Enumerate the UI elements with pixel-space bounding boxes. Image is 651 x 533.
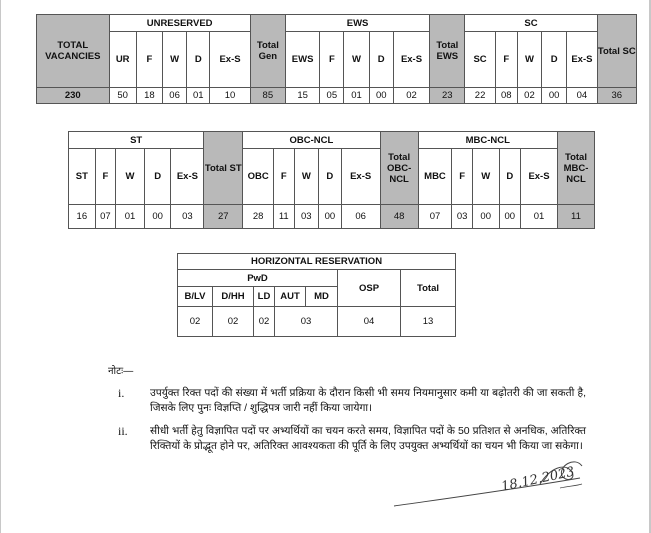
ld-value: 02 [254, 307, 275, 337]
ur-w-subheader: W [163, 32, 187, 88]
obc-f-value: 11 [274, 205, 295, 229]
obc-value: 28 [243, 205, 274, 229]
obc-w-value: 03 [294, 205, 319, 229]
total-gen-header: Total Gen [250, 15, 285, 88]
ur-subheader: UR [109, 32, 136, 88]
note-number: i. [118, 386, 125, 400]
mbc-d-value: 00 [499, 205, 521, 229]
ews-value: 15 [285, 88, 319, 104]
st-exs-value: 03 [171, 205, 204, 229]
total-header: Total [401, 270, 456, 307]
dhh-value: 02 [213, 307, 254, 337]
sc-w-subheader: W [517, 32, 541, 88]
ews-subheader: EWS [285, 32, 319, 88]
total-sc-value: 36 [597, 88, 636, 104]
st-w-subheader: W [116, 149, 145, 205]
unreserved-header: UNRESERVED [109, 15, 250, 32]
aut-subheader: AUT [275, 287, 306, 307]
ews-exs-value: 02 [393, 88, 429, 104]
obc-subheader: OBC [243, 149, 274, 205]
sc-w-value: 02 [517, 88, 541, 104]
obc-exs-value: 06 [341, 205, 380, 229]
mbc-exs-subheader: Ex-S [521, 149, 558, 205]
mbc-w-subheader: W [472, 149, 499, 205]
obc-ncl-header: OBC-NCL [243, 132, 380, 149]
st-header: ST [69, 132, 204, 149]
sc-d-subheader: D [542, 32, 567, 88]
mbc-ncl-header: MBC-NCL [418, 132, 557, 149]
ur-w-value: 06 [163, 88, 187, 104]
ews-w-subheader: W [344, 32, 369, 88]
signature-date: 18.12.2023 [500, 464, 576, 495]
st-exs-subheader: Ex-S [171, 149, 204, 205]
ews-exs-subheader: Ex-S [393, 32, 429, 88]
md-subheader: MD [306, 287, 338, 307]
mbc-value: 07 [418, 205, 452, 229]
total-vacancies-value: 230 [37, 88, 110, 104]
obc-w-subheader: W [294, 149, 319, 205]
total-st-header: Total ST [204, 132, 243, 205]
note-number: ii. [118, 424, 128, 438]
sc-value: 22 [465, 88, 495, 104]
st-d-subheader: D [144, 149, 171, 205]
horizontal-reservation-title: HORIZONTAL RESERVATION [178, 254, 456, 270]
st-f-value: 07 [95, 205, 116, 229]
mbc-d-subheader: D [499, 149, 521, 205]
ur-f-value: 18 [136, 88, 162, 104]
note-text: सीधी भर्ती हेतु विज्ञापित पदों पर अभ्यर्थियों का चयन करते समय, विज्ञापित पदों के 50 प्रतिशत से अनधिक, अतिरिक्त रिक्तियों के प्रोद्भूत होने पर, अतिरिक्त आवश्यकता की पूर्ति के लिए उपयुक्त अभ्यर्थियों का चयन भी किया जा सकेगा। [150, 425, 586, 452]
category-table [68, 131, 595, 229]
total-vacancies-header: TOTAL VACANCIES [37, 15, 110, 88]
vacancy-table [36, 14, 637, 104]
st-f-subheader: F [95, 149, 116, 205]
st-subheader: ST [69, 149, 96, 205]
sc-f-value: 08 [495, 88, 517, 104]
total-sc-header: Total SC [597, 15, 636, 88]
mbc-exs-value: 01 [521, 205, 558, 229]
ld-subheader: LD [254, 287, 275, 307]
osp-value: 04 [338, 307, 401, 337]
ur-d-subheader: D [187, 32, 210, 88]
ews-header: EWS [285, 15, 429, 32]
mbc-subheader: MBC [418, 149, 452, 205]
ur-exs-value: 10 [210, 88, 250, 104]
obc-exs-subheader: Ex-S [341, 149, 380, 205]
ews-w-value: 01 [344, 88, 369, 104]
ur-f-subheader: F [136, 32, 162, 88]
dhh-subheader: D/HH [213, 287, 254, 307]
total-gen-value: 85 [250, 88, 285, 104]
st-value: 16 [69, 205, 96, 229]
ur-d-value: 01 [187, 88, 210, 104]
ur-value: 50 [109, 88, 136, 104]
sc-f-subheader: F [495, 32, 517, 88]
horizontal-reservation-table [177, 253, 456, 337]
ews-d-value: 00 [369, 88, 393, 104]
mbc-w-value: 00 [472, 205, 499, 229]
notes-title: नोटः— [108, 366, 134, 377]
obc-d-subheader: D [319, 149, 342, 205]
note-text: उपर्युक्त रिक्त पदों की संख्या में भर्ती प्रक्रिया के दौरान किसी भी समय नियमानुसार कमी या बढ़ोतरी की जा सकती है, जिसके लिए पुनः विज्ञप्ति / शुद्धिपत्र जारी नहीं किया जायेगा। [150, 387, 586, 414]
ews-f-value: 05 [320, 88, 344, 104]
ews-d-subheader: D [369, 32, 393, 88]
sc-exs-value: 04 [567, 88, 597, 104]
total-mbc-ncl-header: Total MBC-NCL [557, 132, 594, 205]
sc-header: SC [465, 15, 597, 32]
mbc-f-subheader: F [452, 149, 473, 205]
sc-subheader: SC [465, 32, 495, 88]
page-edge-left [0, 0, 1, 533]
sc-exs-subheader: Ex-S [567, 32, 597, 88]
st-w-value: 01 [116, 205, 145, 229]
osp-header: OSP [338, 270, 401, 307]
total-obc-ncl-header: Total OBC-NCL [380, 132, 418, 205]
ews-f-subheader: F [320, 32, 344, 88]
total-st-value: 27 [204, 205, 243, 229]
blv-value: 02 [178, 307, 213, 337]
obc-f-subheader: F [274, 149, 295, 205]
pwd-header: PwD [178, 270, 338, 287]
total-ews-header: Total EWS [430, 15, 465, 88]
total-ews-value: 23 [430, 88, 465, 104]
ur-exs-subheader: Ex-S [210, 32, 250, 88]
total-mbc-ncl-value: 11 [557, 205, 594, 229]
st-d-value: 00 [144, 205, 171, 229]
blv-subheader: B/LV [178, 287, 213, 307]
total-value: 13 [401, 307, 456, 337]
mbc-f-value: 03 [452, 205, 473, 229]
total-obc-ncl-value: 48 [380, 205, 418, 229]
sc-d-value: 00 [542, 88, 567, 104]
obc-d-value: 00 [319, 205, 342, 229]
aut-md-value: 03 [275, 307, 338, 337]
signature-scribble [390, 448, 590, 518]
